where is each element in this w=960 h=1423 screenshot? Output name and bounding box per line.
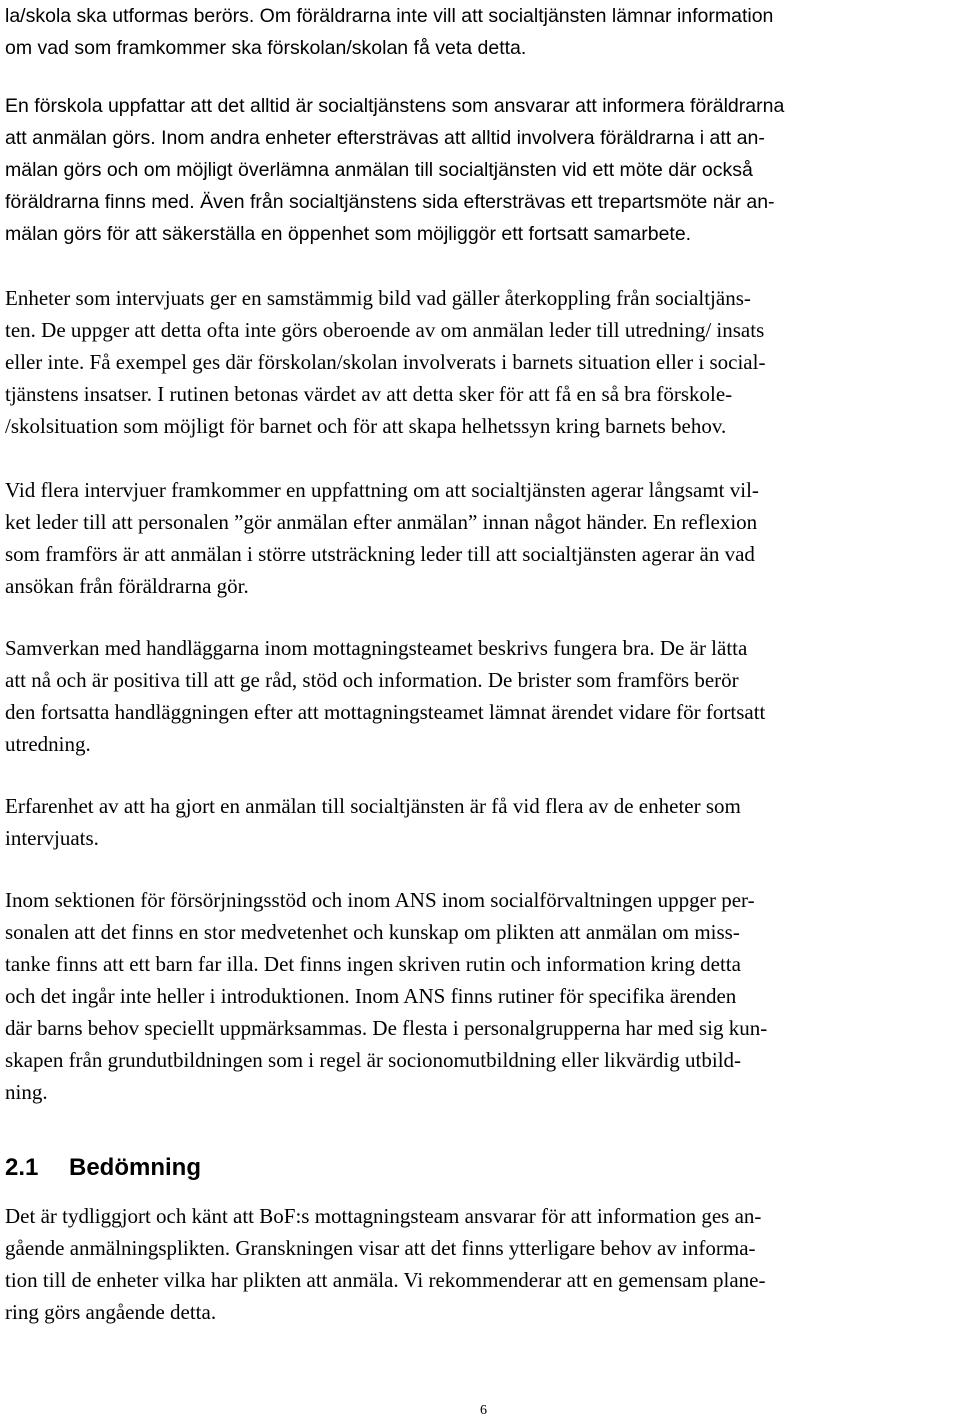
text-line: den fortsatta handläggningen efter att mottagningsteamet lämnat ärendet vidare för fortsatt	[5, 700, 766, 724]
text-line: ket leder till att personalen ”gör anmälan efter anmälan” innan något händer. En reflexion	[5, 510, 758, 534]
text-line: Inom sektionen för försörjningsstöd och inom ANS inom socialförvaltningen uppger per-	[5, 888, 755, 912]
text-line: att nå och är positiva till att ge råd, stöd och information. De brister som framförs berör	[5, 668, 739, 692]
text-line: ten. De uppger att detta ofta inte görs oberoende av om anmälan leder till utredning/ insats	[5, 318, 765, 342]
text-line: En förskola uppfattar att det alltid är socialtjänstens som ansvarar att informera föräldrarna	[5, 95, 785, 117]
paragraph-8	[5, 1200, 955, 1328]
text-line: ring görs angående detta.	[5, 1300, 217, 1324]
text-line: gående anmälningsplikten. Granskningen visar att det finns ytterligare behov av informa-	[5, 1236, 756, 1260]
text-line: som framförs är att anmälan i större utsträckning leder till att socialtjänsten agerar än vad	[5, 542, 755, 566]
text-line: utredning.	[5, 732, 91, 756]
paragraph-6	[5, 790, 955, 854]
text-line: och det ingår inte heller i introduktionen. Inom ANS finns rutiner för specifika ärenden	[5, 984, 737, 1008]
text-line: mälan görs och om möjligt överlämna anmälan till socialtjänsten vid ett möte där också	[5, 159, 753, 181]
text-line: att anmälan görs. Inom andra enheter eftersträvas att alltid involvera föräldrarna i att an-	[5, 127, 765, 149]
paragraph-7	[5, 884, 955, 1108]
text-line: ansökan från föräldrarna gör.	[5, 574, 249, 598]
text-line: intervjuats.	[5, 826, 99, 850]
section-heading	[5, 1153, 201, 1183]
text-line: Erfarenhet av att ha gjort en anmälan till socialtjänsten är få vid flera av de enheter som	[5, 794, 741, 818]
section-title: Bedömning	[69, 1154, 201, 1181]
text-line: Vid flera intervjuer framkommer en uppfattning om att socialtjänsten agerar långsamt vil-	[5, 478, 759, 502]
text-line: tjänstens insatser. I rutinen betonas värdet av att detta sker för att få en så bra förskole-	[5, 382, 733, 406]
text-line: där barns behov speciellt uppmärksammas. De flesta i personalgrupperna har med sig kun-	[5, 1016, 768, 1040]
paragraph-5	[5, 632, 955, 760]
text-line: la/skola ska utformas berörs. Om föräldrarna inte vill att socialtjänsten lämnar information	[5, 5, 774, 27]
paragraph-4	[5, 474, 955, 602]
paragraph-1	[5, 0, 955, 64]
paragraph-2	[5, 90, 955, 250]
text-line: föräldrarna finns med. Även från socialtjänstens sida eftersträvas ett trepartsmöte när an-	[5, 191, 775, 213]
text-line: /skolsituation som möjligt för barnet och för att skapa helhetssyn kring barnets behov.	[5, 414, 727, 438]
text-line: skapen från grundutbildningen som i regel är socionomutbildning eller likvärdig utbild-	[5, 1048, 742, 1072]
text-line: Samverkan med handläggarna inom mottagningsteamet beskrivs fungera bra. De är lätta	[5, 636, 748, 660]
text-line: om vad som framkommer ska förskolan/skolan få veta detta.	[5, 37, 527, 59]
text-line: tion till de enheter vilka har plikten att anmäla. Vi rekommenderar att en gemensam plane-	[5, 1268, 766, 1292]
text-line: Enheter som intervjuats ger en samstämmig bild vad gäller återkoppling från socialtjäns-	[5, 286, 751, 310]
paragraph-3	[5, 282, 955, 442]
page-number: 6	[480, 1403, 487, 1418]
text-line: ning.	[5, 1080, 48, 1104]
text-line: tanke finns att ett barn far illa. Det finns ingen skriven rutin och information kring detta	[5, 952, 741, 976]
text-line: sonalen att det finns en stor medvetenhet och kunskap om plikten att anmälan om miss-	[5, 920, 740, 944]
section-number: 2.1	[5, 1154, 39, 1181]
text-line: eller inte. Få exempel ges där förskolan/skolan involverats i barnets situation eller i social-	[5, 350, 766, 374]
text-line: Det är tydliggjort och känt att BoF:s mottagningsteam ansvarar för att information ges an-	[5, 1204, 762, 1228]
text-line: mälan görs för att säkerställa en öppenhet som möjliggör ett fortsatt samarbete.	[5, 223, 692, 245]
